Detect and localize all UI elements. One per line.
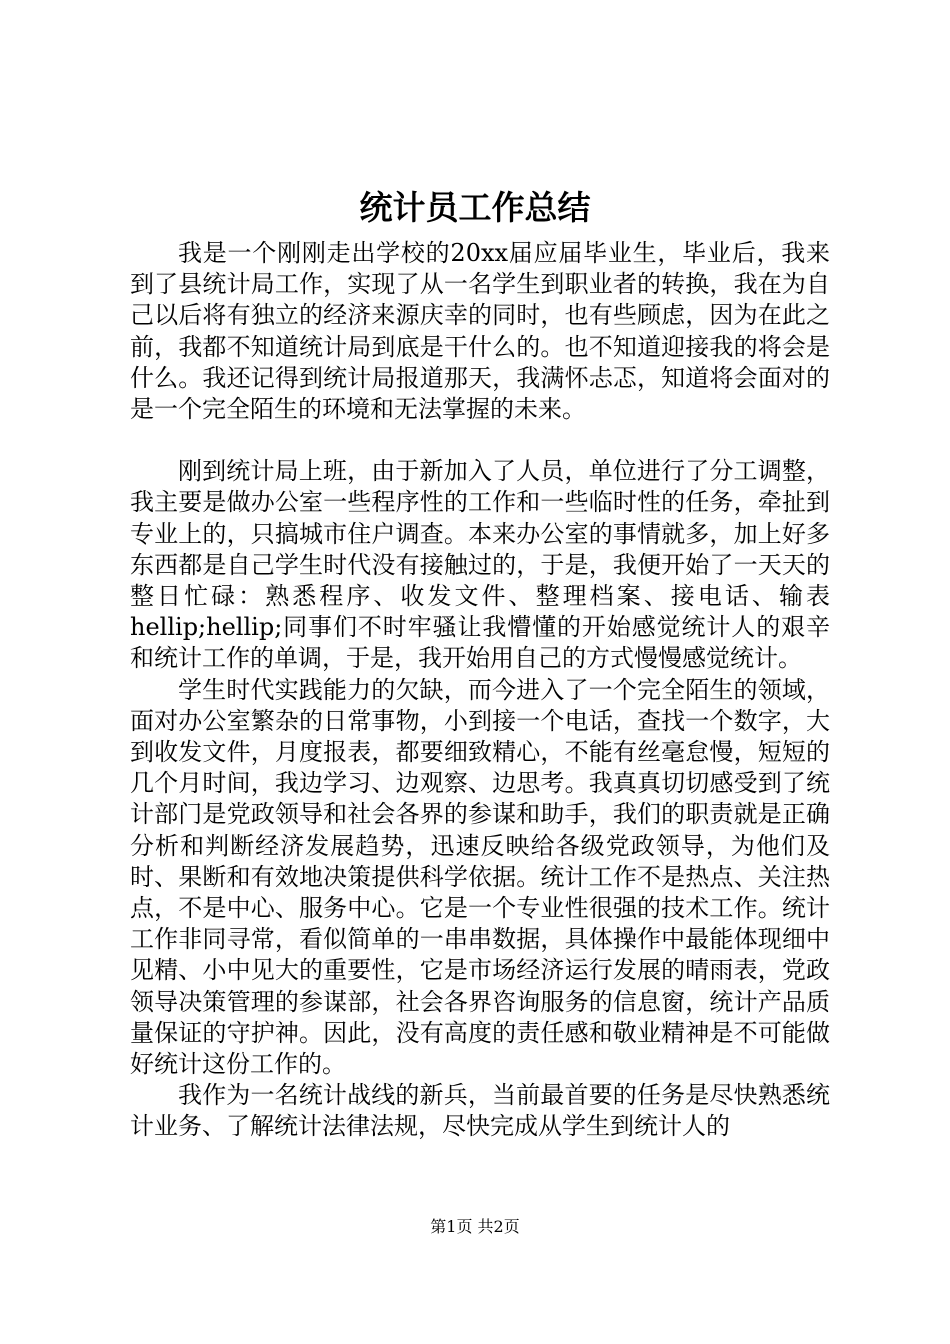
document-title: 统计员工作总结 (359, 188, 591, 227)
paragraph-3: 学生时代实践能力的欠缺，而今进入了一个完全陌生的领域，面对办公室繁杂的日常事物，小到接一个电话，查找一个数字，大到收发文件，月度报表，都要细致精心，不能有丝毫怠慢，短短的几个月时间，我边学习、边观察、边思考。我真真切切感受到了统计部门是党政领导和社会各界的参谋和助手，我们的职责就是正确分析和判断经济发展趋势，迅速反映给各级党政领导，为他们及时、果断和有效地决策提供科学依据。统计工作不是热点、关注热点，不是中心、服务中心。它是一个专业性很强的技术工作。统计工作非同寻常，看似简单的一串串数据，具体操作中最能体现细中见精、小中见大的重要性，它是市场经济运行发展的晴雨表，党政领导决策管理的参谋部，社会各界咨询服务的信息窗，统计产品质量保证的守护神。因此，没有高度的责任感和敬业精神是不可能做好统计这份工作的。 (130, 675, 830, 1079)
paragraph-1: 我是一个刚刚走出学校的20xx届应届毕业生，毕业后，我来到了县统计局工作，实现了从一名学生到职业者的转换，我在为自己以后将有独立的经济来源庆幸的同时，也有些顾虑，因为在此之前，我都不知道统计局到底是干什么的。也不知道迎接我的将会是什么。我还记得到统计局报道那天，我满怀忐忑，知道将会面对的是一个完全陌生的环境和无法掌握的未来。 (130, 239, 830, 424)
paragraph-4: 我作为一名统计战线的新兵，当前最首要的任务是尽快熟悉统计业务、了解统计法律法规，尽快完成从学生到统计人的 (130, 1081, 830, 1141)
document-body (130, 238, 830, 1143)
page-number: 第1页 共2页 (430, 1217, 520, 1236)
page-footer (0, 1216, 950, 1238)
paragraph-2: 刚到统计局上班，由于新加入了人员，单位进行了分工调整，我主要是做办公室一些程序性的工作和一些临时性的任务，牵扯到专业上的，只搞城市住户调查。本来办公室的事情就多，加上好多东西都是自己学生时代没有接触过的，于是，我便开始了一天天的整日忙碌：熟悉程序、收发文件、整理档案、接电话、输表hellip;hellip;同事们不时牢骚让我懵懂的开始感觉统计人的艰辛和统计工作的单调，于是，我开始用自己的方式慢慢感觉统计。 (130, 457, 830, 673)
